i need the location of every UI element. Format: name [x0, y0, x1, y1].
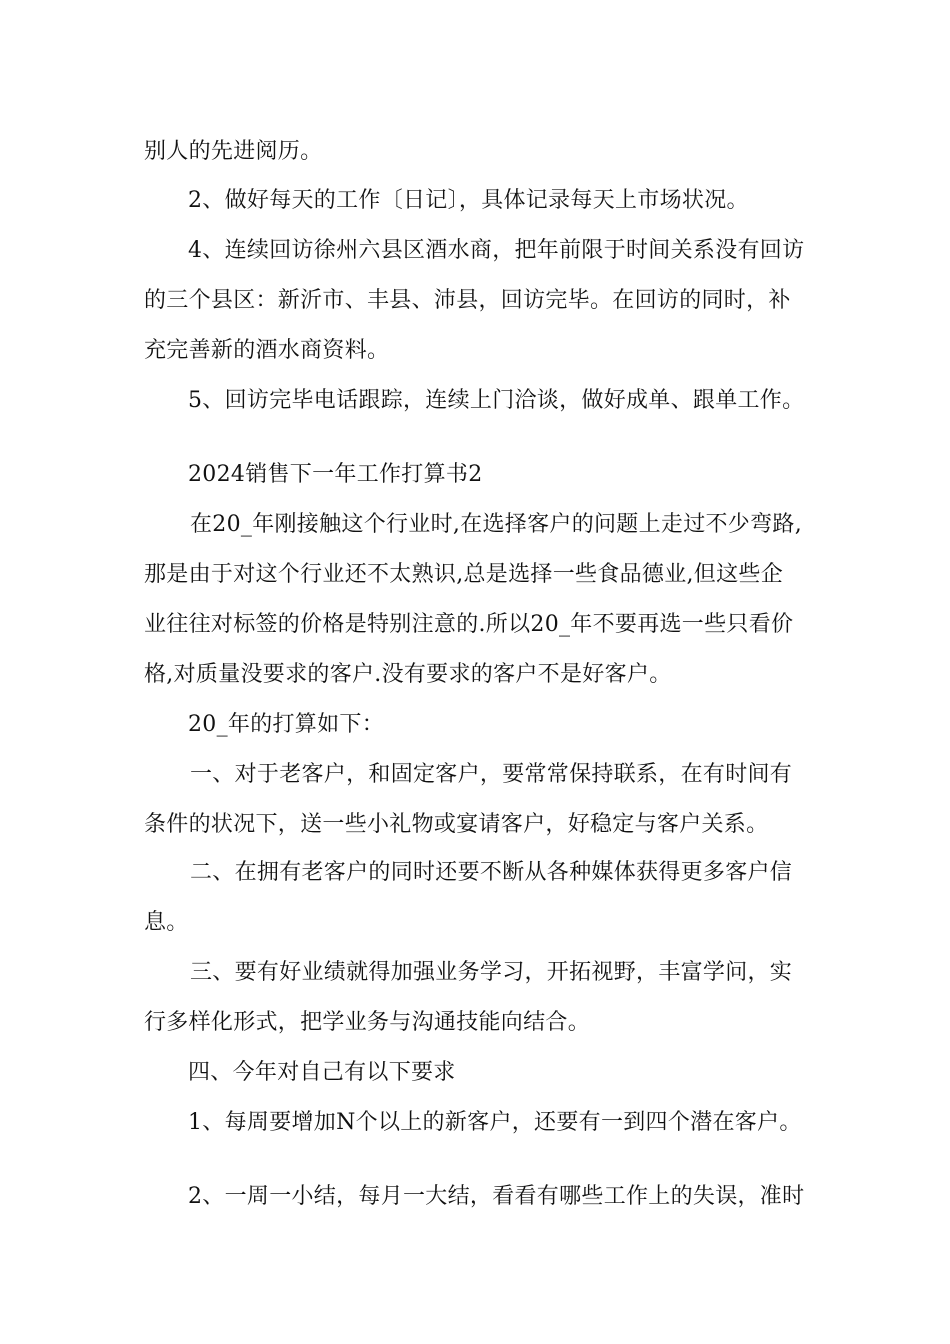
paragraph-line: 20_年的打算如下： — [188, 712, 384, 737]
paragraph-line: 业往往对标签的价格是特别注意的.所以20_年不要再选一些只看价 — [144, 612, 794, 637]
paragraph-line: 2、做好每天的工作〔日记〕，具体记录每天上市场状况。 — [188, 188, 749, 213]
paragraph-line: 1、每周要增加N个以上的新客户，还要有一到四个潜在客户。 — [188, 1110, 802, 1135]
section-title: 2024销售下一年工作打算书2 — [188, 462, 483, 487]
paragraph-line: 行多样化形式，把学业务与沟通技能向结合。 — [144, 1010, 591, 1035]
paragraph-line: 三、要有好业绩就得加强业务学习，开拓视野，丰富学问，实 — [190, 960, 793, 985]
paragraph-line: 二、在拥有老客户的同时还要不断从各种媒体获得更多客户信 — [190, 860, 793, 885]
paragraph-line: 那是由于对这个行业还不太熟识,总是选择一些食品德业,但这些企 — [144, 562, 783, 587]
paragraph-line: 一、对于老客户，和固定客户，要常常保持联系，在有时间有 — [190, 762, 793, 787]
paragraph-line: 5、回访完毕电话跟踪，连续上门洽谈，做好成单、跟单工作。 — [188, 388, 805, 413]
paragraph-line: 2、一周一小结，每月一大结，看看有哪些工作上的失误，准时 — [188, 1184, 805, 1209]
paragraph-line: 条件的状况下，送一些小礼物或宴请客户，好稳定与客户关系。 — [144, 812, 769, 837]
paragraph-line: 充完善新的酒水商资料。 — [144, 338, 390, 363]
paragraph-line: 四、今年对自己有以下要求 — [188, 1060, 456, 1085]
paragraph-line: 的三个县区：新沂市、丰县、沛县，回访完毕。在回访的同时，补 — [144, 288, 791, 313]
paragraph-line: 息。 — [144, 910, 189, 935]
paragraph-line: 格,对质量没要求的客户.没有要求的客户不是好客户。 — [144, 662, 672, 687]
paragraph-line: 4、连续回访徐州六县区酒水商，把年前限于时间关系没有回访 — [188, 238, 805, 263]
paragraph-line: 在20_年刚接触这个行业时,在选择客户的问题上走过不少弯路, — [190, 512, 802, 537]
paragraph-line: 别人的先进阅历。 — [144, 139, 323, 164]
